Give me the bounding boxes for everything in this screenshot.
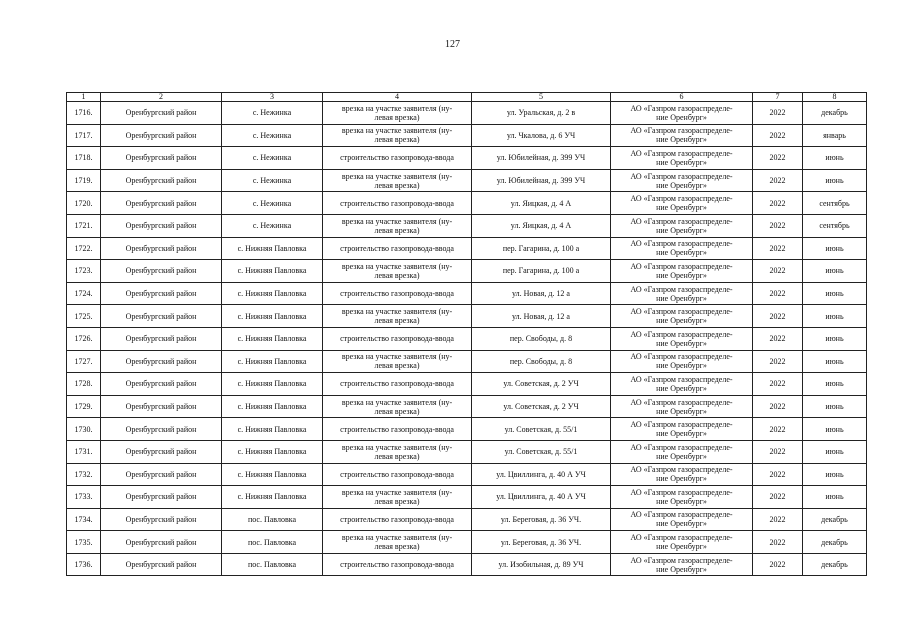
month-cell: июнь bbox=[803, 282, 867, 305]
district-cell: Оренбургский район bbox=[101, 553, 222, 576]
work-type-cell-line: строительство газопровода-ввода bbox=[340, 243, 454, 253]
organization-cell-line: АО «Газпром газораспределе- bbox=[630, 103, 733, 113]
organization-cell-line: АО «Газпром газораспределе- bbox=[630, 216, 733, 226]
organization-cell-line: АО «Газпром газораспределе- bbox=[630, 533, 733, 543]
month-cell: июнь bbox=[803, 440, 867, 463]
year-cell: 2022 bbox=[753, 102, 803, 125]
table-row bbox=[67, 553, 867, 576]
month-cell: декабрь bbox=[803, 508, 867, 531]
locality-cell: с. Нижняя Павловка bbox=[222, 395, 323, 418]
organization-cell-line: ние Оренбург» bbox=[656, 316, 707, 326]
locality-cell: с. Нижняя Павловка bbox=[222, 327, 323, 350]
district-cell: Оренбургский район bbox=[101, 486, 222, 509]
table-row bbox=[67, 373, 867, 396]
organization-cell bbox=[611, 508, 753, 531]
work-type-cell bbox=[323, 327, 472, 350]
organization-cell bbox=[611, 327, 753, 350]
work-type-cell bbox=[323, 192, 472, 215]
district-cell: Оренбургский район bbox=[101, 508, 222, 531]
locality-cell: с. Нежинка bbox=[222, 169, 323, 192]
organization-cell-line: ние Оренбург» bbox=[656, 293, 707, 303]
work-type-cell bbox=[323, 260, 472, 283]
locality-cell: пос. Павловка bbox=[222, 553, 323, 576]
locality-cell: с. Нижняя Павловка bbox=[222, 373, 323, 396]
month-cell: декабрь bbox=[803, 531, 867, 554]
organization-cell-line: ние Оренбург» bbox=[656, 429, 707, 439]
organization-cell-line: АО «Газпром газораспределе- bbox=[630, 442, 733, 452]
district-cell: Оренбургский район bbox=[101, 124, 222, 147]
organization-cell-line: ние Оренбург» bbox=[656, 157, 707, 167]
header-row bbox=[67, 93, 867, 102]
month-cell: июнь bbox=[803, 327, 867, 350]
month-cell: июнь bbox=[803, 305, 867, 328]
organization-cell-line: АО «Газпром газораспределе- bbox=[630, 194, 733, 204]
table-row bbox=[67, 463, 867, 486]
address-cell: ул. Новая, д. 12 а bbox=[472, 305, 611, 328]
locality-cell: с. Нежинка bbox=[222, 192, 323, 215]
table-row bbox=[67, 350, 867, 373]
address-cell: пер. Свободы, д. 8 bbox=[472, 327, 611, 350]
organization-cell bbox=[611, 214, 753, 237]
work-type-cell bbox=[323, 214, 472, 237]
district-cell: Оренбургский район bbox=[101, 282, 222, 305]
address-cell: ул. Береговая, д. 36 УЧ. bbox=[472, 531, 611, 554]
locality-cell: с. Нежинка bbox=[222, 124, 323, 147]
row-number-cell: 1721. bbox=[67, 214, 101, 237]
work-type-cell bbox=[323, 373, 472, 396]
district-cell: Оренбургский район bbox=[101, 418, 222, 441]
organization-cell bbox=[611, 373, 753, 396]
work-type-cell-line: строительство газопровода-ввода bbox=[340, 469, 454, 479]
organization-cell-line: АО «Газпром газораспределе- bbox=[630, 510, 733, 520]
organization-cell bbox=[611, 237, 753, 260]
month-cell: июнь bbox=[803, 350, 867, 373]
address-cell: ул. Яицкая, д. 4 А bbox=[472, 192, 611, 215]
year-cell: 2022 bbox=[753, 260, 803, 283]
organization-cell-line: АО «Газпром газораспределе- bbox=[630, 171, 733, 181]
district-cell: Оренбургский район bbox=[101, 305, 222, 328]
organization-cell-line: АО «Газпром газораспределе- bbox=[630, 329, 733, 339]
row-number-cell: 1722. bbox=[67, 237, 101, 260]
work-type-cell bbox=[323, 305, 472, 328]
row-number-cell: 1725. bbox=[67, 305, 101, 328]
year-cell: 2022 bbox=[753, 395, 803, 418]
work-type-cell-line: левая врезка) bbox=[374, 406, 420, 416]
district-cell: Оренбургский район bbox=[101, 395, 222, 418]
year-cell: 2022 bbox=[753, 486, 803, 509]
row-number-cell: 1720. bbox=[67, 192, 101, 215]
year-cell: 2022 bbox=[753, 553, 803, 576]
work-type-cell-line: левая врезка) bbox=[374, 542, 420, 552]
gasification-table bbox=[66, 92, 867, 576]
locality-cell: с. Нежинка bbox=[222, 102, 323, 125]
work-type-cell-line: строительство газопровода-ввода bbox=[340, 153, 454, 163]
organization-cell bbox=[611, 305, 753, 328]
work-type-cell-line: строительство газопровода-ввода bbox=[340, 560, 454, 570]
work-type-cell-line: строительство газопровода-ввода bbox=[340, 379, 454, 389]
district-cell: Оренбургский район bbox=[101, 350, 222, 373]
row-number-cell: 1731. bbox=[67, 440, 101, 463]
organization-cell bbox=[611, 350, 753, 373]
table-row bbox=[67, 169, 867, 192]
row-number-cell: 1733. bbox=[67, 486, 101, 509]
address-cell: ул. Юбилейная, д. 399 УЧ bbox=[472, 147, 611, 170]
work-type-cell-line: врезка на участке заявителя (ну- bbox=[341, 103, 453, 113]
district-cell: Оренбургский район bbox=[101, 214, 222, 237]
header-cell: 5 bbox=[472, 93, 611, 102]
district-cell: Оренбургский район bbox=[101, 169, 222, 192]
locality-cell: с. Нижняя Павловка bbox=[222, 463, 323, 486]
organization-cell-line: АО «Газпром газораспределе- bbox=[630, 307, 733, 317]
district-cell: Оренбургский район bbox=[101, 440, 222, 463]
header-cell: 2 bbox=[101, 93, 222, 102]
organization-cell bbox=[611, 486, 753, 509]
row-number-cell: 1719. bbox=[67, 169, 101, 192]
organization-cell-line: АО «Газпром газораспределе- bbox=[630, 420, 733, 430]
header-cell: 1 bbox=[67, 93, 101, 102]
address-cell: ул. Советская, д. 55/1 bbox=[472, 440, 611, 463]
work-type-cell bbox=[323, 169, 472, 192]
address-cell: ул. Цвиллинга, д. 40 А УЧ bbox=[472, 463, 611, 486]
organization-cell-line: ние Оренбург» bbox=[656, 519, 707, 529]
year-cell: 2022 bbox=[753, 124, 803, 147]
work-type-cell-line: левая врезка) bbox=[374, 361, 420, 371]
month-cell: декабрь bbox=[803, 102, 867, 125]
row-number-cell: 1727. bbox=[67, 350, 101, 373]
address-cell: ул. Советская, д. 55/1 bbox=[472, 418, 611, 441]
month-cell: июнь bbox=[803, 463, 867, 486]
row-number-cell: 1718. bbox=[67, 147, 101, 170]
year-cell: 2022 bbox=[753, 463, 803, 486]
work-type-cell-line: левая врезка) bbox=[374, 225, 420, 235]
month-cell: декабрь bbox=[803, 553, 867, 576]
organization-cell-line: АО «Газпром газораспределе- bbox=[630, 126, 733, 136]
organization-cell-line: ние Оренбург» bbox=[656, 203, 707, 213]
work-type-cell-line: врезка на участке заявителя (ну- bbox=[341, 307, 453, 317]
locality-cell: с. Нижняя Павловка bbox=[222, 350, 323, 373]
work-type-cell-line: левая врезка) bbox=[374, 135, 420, 145]
work-type-cell bbox=[323, 553, 472, 576]
row-number-cell: 1730. bbox=[67, 418, 101, 441]
address-cell: ул. Изобильная, д. 89 УЧ bbox=[472, 553, 611, 576]
year-cell: 2022 bbox=[753, 373, 803, 396]
organization-cell bbox=[611, 147, 753, 170]
work-type-cell-line: врезка на участке заявителя (ну- bbox=[341, 352, 453, 362]
organization-cell bbox=[611, 395, 753, 418]
table-row bbox=[67, 192, 867, 215]
work-type-cell-line: врезка на участке заявителя (ну- bbox=[341, 126, 453, 136]
address-cell: ул. Советская, д. 2 УЧ bbox=[472, 373, 611, 396]
month-cell: июнь bbox=[803, 395, 867, 418]
work-type-cell-line: левая врезка) bbox=[374, 496, 420, 506]
organization-cell-line: ние Оренбург» bbox=[656, 338, 707, 348]
year-cell: 2022 bbox=[753, 327, 803, 350]
district-cell: Оренбургский район bbox=[101, 102, 222, 125]
table-row bbox=[67, 508, 867, 531]
row-number-cell: 1728. bbox=[67, 373, 101, 396]
month-cell: июнь bbox=[803, 169, 867, 192]
work-type-cell bbox=[323, 237, 472, 260]
organization-cell bbox=[611, 440, 753, 463]
organization-cell bbox=[611, 192, 753, 215]
month-cell: январь bbox=[803, 124, 867, 147]
year-cell: 2022 bbox=[753, 440, 803, 463]
page-number: 127 bbox=[445, 39, 460, 50]
row-number-cell: 1736. bbox=[67, 553, 101, 576]
work-type-cell-line: врезка на участке заявителя (ну- bbox=[341, 171, 453, 181]
organization-cell-line: АО «Газпром газораспределе- bbox=[630, 148, 733, 158]
table-row bbox=[67, 237, 867, 260]
year-cell: 2022 bbox=[753, 282, 803, 305]
work-type-cell-line: строительство газопровода-ввода bbox=[340, 334, 454, 344]
organization-cell-line: АО «Газпром газораспределе- bbox=[630, 261, 733, 271]
row-number-cell: 1726. bbox=[67, 327, 101, 350]
work-type-cell-line: левая врезка) bbox=[374, 180, 420, 190]
address-cell: пер. Свободы, д. 8 bbox=[472, 350, 611, 373]
work-type-cell bbox=[323, 463, 472, 486]
row-number-cell: 1729. bbox=[67, 395, 101, 418]
address-cell: ул. Яицкая, д. 4 А bbox=[472, 214, 611, 237]
address-cell: пер. Гагарина, д. 100 а bbox=[472, 237, 611, 260]
locality-cell: пос. Павловка bbox=[222, 531, 323, 554]
organization-cell-line: АО «Газпром газораспределе- bbox=[630, 284, 733, 294]
organization-cell bbox=[611, 418, 753, 441]
table-row bbox=[67, 260, 867, 283]
work-type-cell-line: врезка на участке заявителя (ну- bbox=[341, 533, 453, 543]
organization-cell-line: ние Оренбург» bbox=[656, 542, 707, 552]
work-type-cell-line: строительство газопровода-ввода bbox=[340, 289, 454, 299]
organization-cell-line: ние Оренбург» bbox=[656, 361, 707, 371]
work-type-cell bbox=[323, 282, 472, 305]
header-cell: 8 bbox=[803, 93, 867, 102]
work-type-cell bbox=[323, 147, 472, 170]
organization-cell-line: ние Оренбург» bbox=[656, 225, 707, 235]
row-number-cell: 1724. bbox=[67, 282, 101, 305]
work-type-cell bbox=[323, 486, 472, 509]
table-row bbox=[67, 531, 867, 554]
table-row bbox=[67, 418, 867, 441]
district-cell: Оренбургский район bbox=[101, 192, 222, 215]
locality-cell: с. Нижняя Павловка bbox=[222, 260, 323, 283]
month-cell: сентябрь bbox=[803, 192, 867, 215]
address-cell: ул. Береговая, д. 36 УЧ. bbox=[472, 508, 611, 531]
year-cell: 2022 bbox=[753, 418, 803, 441]
month-cell: сентябрь bbox=[803, 214, 867, 237]
organization-cell-line: ние Оренбург» bbox=[656, 406, 707, 416]
year-cell: 2022 bbox=[753, 237, 803, 260]
address-cell: ул. Новая, д. 12 а bbox=[472, 282, 611, 305]
table-row bbox=[67, 440, 867, 463]
table-row bbox=[67, 147, 867, 170]
organization-cell-line: ние Оренбург» bbox=[656, 248, 707, 258]
table-row bbox=[67, 282, 867, 305]
organization-cell-line: АО «Газпром газораспределе- bbox=[630, 397, 733, 407]
locality-cell: с. Нижняя Павловка bbox=[222, 237, 323, 260]
table-row bbox=[67, 305, 867, 328]
table-row bbox=[67, 102, 867, 125]
organization-cell-line: ние Оренбург» bbox=[656, 270, 707, 280]
work-type-cell-line: врезка на участке заявителя (ну- bbox=[341, 442, 453, 452]
row-number-cell: 1734. bbox=[67, 508, 101, 531]
organization-cell-line: ние Оренбург» bbox=[656, 112, 707, 122]
table-row bbox=[67, 486, 867, 509]
year-cell: 2022 bbox=[753, 508, 803, 531]
work-type-cell bbox=[323, 102, 472, 125]
locality-cell: с. Нежинка bbox=[222, 147, 323, 170]
organization-cell-line: АО «Газпром газораспределе- bbox=[630, 374, 733, 384]
month-cell: июнь bbox=[803, 260, 867, 283]
work-type-cell bbox=[323, 418, 472, 441]
row-number-cell: 1716. bbox=[67, 102, 101, 125]
work-type-cell-line: левая врезка) bbox=[374, 112, 420, 122]
month-cell: июнь bbox=[803, 486, 867, 509]
month-cell: июнь bbox=[803, 373, 867, 396]
organization-cell-line: ние Оренбург» bbox=[656, 474, 707, 484]
organization-cell-line: ние Оренбург» bbox=[656, 383, 707, 393]
work-type-cell-line: врезка на участке заявителя (ну- bbox=[341, 397, 453, 407]
organization-cell-line: ние Оренбург» bbox=[656, 135, 707, 145]
row-number-cell: 1735. bbox=[67, 531, 101, 554]
month-cell: июнь bbox=[803, 237, 867, 260]
work-type-cell bbox=[323, 440, 472, 463]
year-cell: 2022 bbox=[753, 214, 803, 237]
locality-cell: с. Нижняя Павловка bbox=[222, 440, 323, 463]
organization-cell-line: ние Оренбург» bbox=[656, 564, 707, 574]
work-type-cell-line: строительство газопровода-ввода bbox=[340, 198, 454, 208]
district-cell: Оренбургский район bbox=[101, 531, 222, 554]
district-cell: Оренбургский район bbox=[101, 327, 222, 350]
locality-cell: с. Нежинка bbox=[222, 214, 323, 237]
district-cell: Оренбургский район bbox=[101, 463, 222, 486]
work-type-cell-line: левая врезка) bbox=[374, 270, 420, 280]
address-cell: ул. Юбилейная, д. 399 УЧ bbox=[472, 169, 611, 192]
organization-cell-line: ние Оренбург» bbox=[656, 496, 707, 506]
year-cell: 2022 bbox=[753, 531, 803, 554]
organization-cell-line: ние Оренбург» bbox=[656, 451, 707, 461]
table-row bbox=[67, 395, 867, 418]
locality-cell: с. Нижняя Павловка bbox=[222, 305, 323, 328]
address-cell: пер. Гагарина, д. 100 а bbox=[472, 260, 611, 283]
organization-cell bbox=[611, 260, 753, 283]
district-cell: Оренбургский район bbox=[101, 260, 222, 283]
work-type-cell-line: левая врезка) bbox=[374, 451, 420, 461]
year-cell: 2022 bbox=[753, 350, 803, 373]
address-cell: ул. Цвиллинга, д. 40 А УЧ bbox=[472, 486, 611, 509]
organization-cell bbox=[611, 282, 753, 305]
row-number-cell: 1732. bbox=[67, 463, 101, 486]
organization-cell bbox=[611, 553, 753, 576]
work-type-cell-line: врезка на участке заявителя (ну- bbox=[341, 487, 453, 497]
locality-cell: пос. Павловка bbox=[222, 508, 323, 531]
organization-cell-line: АО «Газпром газораспределе- bbox=[630, 555, 733, 565]
work-type-cell-line: левая врезка) bbox=[374, 316, 420, 326]
address-cell: ул. Уральская, д. 2 в bbox=[472, 102, 611, 125]
year-cell: 2022 bbox=[753, 169, 803, 192]
row-number-cell: 1717. bbox=[67, 124, 101, 147]
work-type-cell bbox=[323, 531, 472, 554]
address-cell: ул. Чкалова, д. 6 УЧ bbox=[472, 124, 611, 147]
header-cell: 4 bbox=[323, 93, 472, 102]
header-cell: 6 bbox=[611, 93, 753, 102]
table-row bbox=[67, 214, 867, 237]
organization-cell-line: АО «Газпром газораспределе- bbox=[630, 239, 733, 249]
work-type-cell bbox=[323, 508, 472, 531]
row-number-cell: 1723. bbox=[67, 260, 101, 283]
organization-cell bbox=[611, 169, 753, 192]
work-type-cell bbox=[323, 395, 472, 418]
organization-cell-line: ние Оренбург» bbox=[656, 180, 707, 190]
month-cell: июнь bbox=[803, 418, 867, 441]
year-cell: 2022 bbox=[753, 147, 803, 170]
work-type-cell bbox=[323, 350, 472, 373]
organization-cell bbox=[611, 531, 753, 554]
locality-cell: с. Нижняя Павловка bbox=[222, 486, 323, 509]
district-cell: Оренбургский район bbox=[101, 147, 222, 170]
year-cell: 2022 bbox=[753, 192, 803, 215]
organization-cell bbox=[611, 124, 753, 147]
table-row bbox=[67, 124, 867, 147]
address-cell: ул. Советская, д. 2 УЧ bbox=[472, 395, 611, 418]
organization-cell bbox=[611, 102, 753, 125]
month-cell: июнь bbox=[803, 147, 867, 170]
work-type-cell-line: строительство газопровода-ввода bbox=[340, 424, 454, 434]
locality-cell: с. Нижняя Павловка bbox=[222, 282, 323, 305]
organization-cell bbox=[611, 463, 753, 486]
work-type-cell-line: врезка на участке заявителя (ну- bbox=[341, 216, 453, 226]
header-cell: 7 bbox=[753, 93, 803, 102]
work-type-cell bbox=[323, 124, 472, 147]
district-cell: Оренбургский район bbox=[101, 373, 222, 396]
work-type-cell-line: строительство газопровода-ввода bbox=[340, 514, 454, 524]
header-cell: 3 bbox=[222, 93, 323, 102]
locality-cell: с. Нижняя Павловка bbox=[222, 418, 323, 441]
table-row bbox=[67, 327, 867, 350]
organization-cell-line: АО «Газпром газораспределе- bbox=[630, 352, 733, 362]
work-type-cell-line: врезка на участке заявителя (ну- bbox=[341, 261, 453, 271]
district-cell: Оренбургский район bbox=[101, 237, 222, 260]
organization-cell-line: АО «Газпром газораспределе- bbox=[630, 487, 733, 497]
organization-cell-line: АО «Газпром газораспределе- bbox=[630, 465, 733, 475]
year-cell: 2022 bbox=[753, 305, 803, 328]
